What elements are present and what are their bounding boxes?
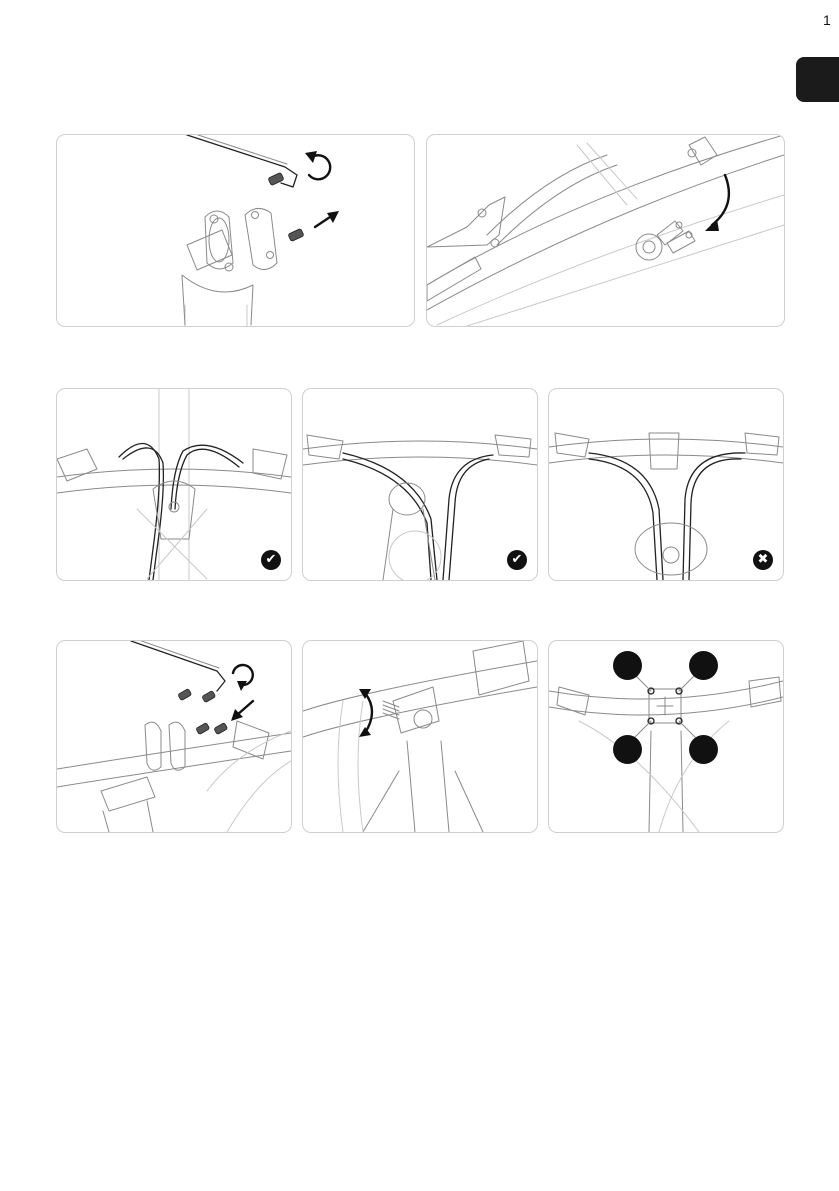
figure-remove-stem-bolts [56,134,415,327]
figure-install-faceplate [56,640,292,833]
torque-sequence-illustration [549,641,783,832]
language-tab [796,57,839,102]
cable-routing-a-illustration [57,389,291,580]
mount-illustration [427,135,784,326]
page-number: 1 [823,12,831,28]
torque-step-2-marker [689,651,718,680]
incorrect-cross-icon: ✖ [753,550,773,570]
faceplate-illustration [57,641,291,832]
figure-align-handlebar [302,640,538,833]
torque-step-3-marker [613,735,642,764]
figure-cable-routing-correct-b [302,388,538,581]
cable-routing-c-illustration [549,389,783,580]
figure-install-mount [426,134,785,327]
figure-torque-sequence [548,640,784,833]
correct-check-icon-b: ✔ [507,550,527,570]
torque-step-4-marker [689,735,718,764]
figure-cable-routing-correct-a [56,388,292,581]
stem-bolts-illustration [57,135,414,326]
correct-check-icon: ✔ [261,550,281,570]
figure-cable-routing-incorrect [548,388,784,581]
cable-routing-b-illustration [303,389,537,580]
torque-step-1-marker [613,651,642,680]
align-handlebar-illustration [303,641,537,832]
